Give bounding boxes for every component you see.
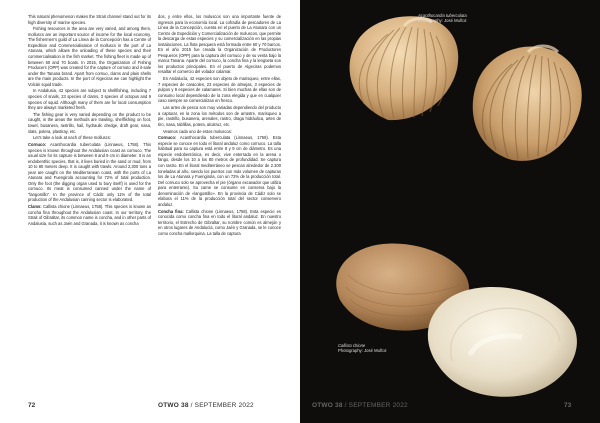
footer-issue-right: OTWO 38	[312, 402, 343, 409]
footer-date: / SEPTEMBER 2022	[190, 402, 254, 409]
paragraph: Veamos cada uno de estos moluscos:	[163, 128, 232, 134]
footer-left	[158, 402, 254, 409]
left-column-english	[28, 14, 151, 228]
right-page	[300, 0, 600, 423]
footer-date-right: / SEPTEMBER 2022	[344, 402, 408, 409]
paragraph: The fishing gear is very varied depending on the product to be caught, in the areas the methods are trawling, shellfishing on foot, towel, busanera, rastrillo, hail, hydraulic dredge, draft gear, nasa, slats, potera, plastiray, etc.	[28, 111, 151, 134]
page-number-left: 72	[28, 402, 36, 409]
paragraph: Fishing resources in the area are very varied, and among them, molluscs are an important source of income for the local economy. The fishermen's guild of La Línea de la Concepción has a Centre of Expedition and Commercialisation of molluscs in the port of La Atunara, which allows the unloading of these species and their commercialisation in the fish market. The fishing fleet is made up of between 60 and 70 boats. In 2015, the Organization of Fishing Producers (OPP) was created for the capture of cornuto and it-sale under the Tanana brand. Apart from cornuo, clams and plain shells are the main products. In the port of Algeciras we can highlight the Volcán squid trade.	[28, 26, 151, 87]
footer-right	[312, 402, 408, 409]
caption-bottom-species: Callista chione	[338, 343, 366, 348]
smooth-shell-pale	[428, 287, 577, 397]
caption-top-species: Acanthocardia tuberculata	[418, 13, 467, 18]
paragraph: Cornuco: Acanthocardia tuberculata (Linnaeus, 1758). This species is known throughout the Andalusian coast as cornuco. The usual size for its capture is between 8 and 9 cm in diameter. It is an endobenthic species, that is, it lives buried in the sand or mud, from 10 to 80 meters deep. It is caught with trawls. Around 2,300 tons a year are caught on the Mediterranean coast, with the ports of La Atunara and Fuengirola accounting for 72% of total production. Only the foot (the digging organ used to bury itself) is used for the cornuco. Its meat is consumed canned under the name of "langostillo". In the province of Cádiz only 11% of the total production of the Andalusian canning sector is elaborated.	[28, 141, 151, 203]
caption-top	[418, 13, 467, 24]
paragraph: Concha fina: Callista chione (Linnaeus, 1758). Esta especie es conocida como concha fina en todo el litoral andaluz. En nuestro territorio, el Estrecho de Gibraltar, su nombre común es almejón y en otros lugares de Andalucía, como Jaén y Granada, se le conoce como concha mallorquina. La talla de captura	[158, 208, 281, 236]
paragraph: Cornuco: Acanthocardia tuberculata (Linnaeus, 1758). Esta especie se conoce en todo el litoral andaluz como cornuco. La talla habitual para su captura está entre 8 y 9 cm de diámetro. Es una especie endobentónica, es decir, vive enterrada en la arena o fango, desde los 10 a los 80 metros de profundidad. Se captura con rastro. En el litoral mediterráneo se pescan alrededor de 2.300 toneladas al año, siendo los puertos con más volumen de capturas los de La Atunara y Fuengirola, con un 72% de la producción total. Del cornuco solo se aprovecha el pie (órgano excavador que utiliza para enterrarse). Su carne se consume en conserva bajo la denominación de «langostillo». En la provincia de Cádiz solo se elabora el 11% de la producción total del sector conservero andaluz.	[158, 135, 281, 207]
ribbed-shell-right	[473, 46, 582, 161]
species-heading: Cornuco:	[28, 141, 47, 147]
page-number-right: 73	[564, 402, 572, 409]
ribbed-shell-photo	[300, 0, 600, 200]
paragraph: dos, y entre ellos, los moluscos son una importante fuente de ingresos para la economía local. La cofradía de pescadores de La Línea de la Concepción, cuenta en el puerto de La Atunara con un Centro de Expedición y Comercialización de moluscos, que permite la descarga de estas especies y su comercialización en las propias instalaciones. La flota pesquera está formada entre 60 y 70 barcos. En el año 2015 fue creada la Organización de Productores Pesqueros (OPP) para la captura del cornuco y de su venta bajo la marca Tanana. Aparte del cornuco, la concha fina y la lengüeta son los productos principales. En el puerto de Algeciras podemos resaltar el comercio del volador calamar.	[158, 14, 281, 75]
species-heading: Clams:	[28, 204, 42, 210]
paragraph: This natural phenomenon makes the Strait channel stand out for its high diversity of marine species.	[28, 14, 151, 25]
smooth-shell-photo	[300, 215, 600, 415]
caption-bottom-credit: Photography: José Muñoz	[338, 348, 387, 354]
caption-top-credit: Photography: José Muñoz	[418, 18, 467, 24]
species-heading: Concha fina:	[158, 208, 184, 214]
ribbed-shell-left	[350, 16, 459, 120]
species-heading: Cornuco:	[158, 135, 177, 141]
paragraph: Let's take a look at each of these molluscs:	[33, 135, 111, 141]
middle-column-spanish	[158, 14, 281, 237]
footer-issue: OTWO 38	[158, 402, 189, 409]
paragraph: In Andalusia, 42 species are subject to shellfishing, including 7 species of snails, 23 species of clams, 3 species of octopus and 9 species of squid. Although many of them are for local consumption they are always marketed fresh.	[28, 88, 151, 111]
paragraph: Las artes de pesca son muy variadas dependiendo del producto a capturar, en la zona los métodos son de arrastre, marisqueo a pie, rastrillo, busanera, arenales, rastro, draga hidráulica, artes de tiro, nasa, tablillas, potera, alcatruz, etc.	[158, 105, 281, 127]
caption-bottom	[338, 343, 387, 354]
paragraph: Clams: Callista chione (Linnaeus, 1758). This species is known as concha fina throughout the Andalusian coast. In our territory, the Strait of Gibraltar, its common name is concha, and in other parts of Andalusia, such as Jaén and Granada, it is known as concha	[28, 204, 151, 226]
paragraph: En Andalucía, 42 especies son objeto de marisqueo, entre ellas, 7 especies de caracoles, 23 especies de almejas, 3 especies de pulpos y 9 especies de calamares. Si bien muchas de ellas son de consumo local dependiendo de la zona elegida y que en cualquier caso siempre se comercializan en fresco.	[158, 76, 281, 104]
